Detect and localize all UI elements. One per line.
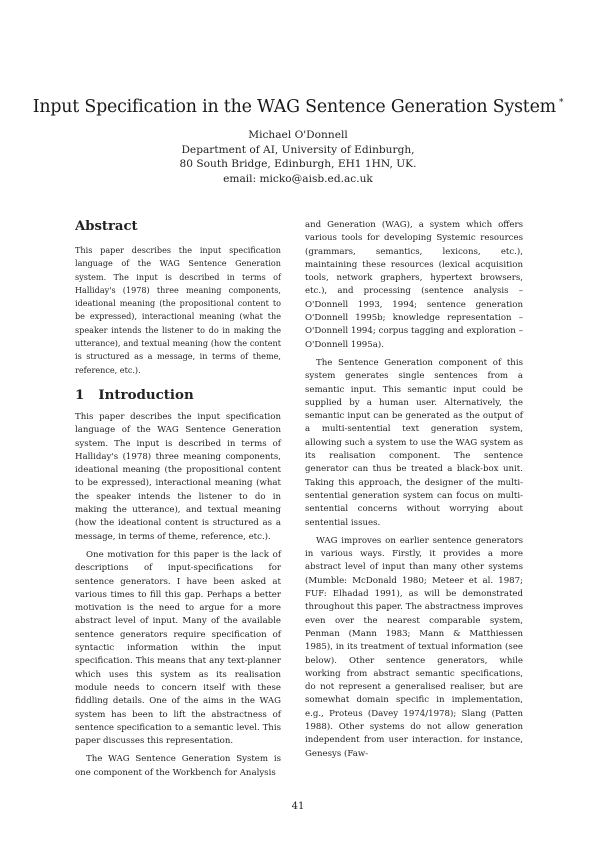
abstract-heading: Abstract	[75, 219, 138, 234]
right-column	[305, 219, 523, 761]
paper-title	[0, 97, 596, 117]
page-number: 41	[291, 801, 305, 812]
author-name: Michael O'Donnell	[248, 129, 348, 141]
section-title: Introduction	[98, 386, 194, 403]
author-block	[0, 128, 596, 186]
section-heading	[75, 387, 281, 404]
abstract-text: This paper describes the input specification language of the WAG Sentence Generation system. The input is described in terms of Halliday's (1978) three meaning components, ideational meaning (the propositional content to be expressed), interactional meaning (what the speaker intends the listener to do in making the utterance), and textual meaning (how the content is structured as a message, in terms of theme, reference, etc.).	[75, 245, 281, 375]
body-paragraph: The Sentence Generation component of this system generates single sentences from a semantic input. This semantic input could be supplied by a human user. Alternatively, the semantic input can be generated as the output of a multi-sentential text generation system, allowing such a system to use the WAG system as its realisation component. The sentence generator can thus be treated a black-box unit. Taking this approach, the designer of the multi-sentential generation system can focus on multi-sentential concerns without worrying about sentential issues.	[305, 357, 523, 528]
body-paragraph: and Generation (WAG), a system which offers various tools for developing Systemic resources (grammars, semantics, lexicons, etc.), maintaining these resources (lexical acquisition tools, network graphers, hypertext browsers, etc.), and processing (sentence analysis – O'Donnell 1993, 1994; sentence generation O'Donnell 1995b; knowledge representation – O'Donnell 1994; corpus tagging and exploration – O'Donnell 1995a).	[305, 220, 523, 350]
section-number: 1	[75, 386, 85, 403]
body-paragraph: The WAG Sentence Generation System is one component of the Workbench for Analysis	[75, 754, 281, 778]
affiliation-line: Department of AI, University of Edinburgh,	[181, 143, 415, 156]
body-paragraph: This paper describes the input specification language of the WAG Sentence Generation system. The input is described in terms of Halliday's (1978) three meaning components, ideational meaning (the propositional content to be expressed), interactional meaning (what the speaker intends the listener to do in making the utterance), and textual meaning (how the ideational content is structured as a message, in terms of theme, reference, etc.).	[75, 411, 281, 542]
author-email: email: micko@aisb.ed.ac.uk	[223, 172, 373, 185]
body-paragraph: One motivation for this paper is the lack of descriptions of input-specifications for sentence generators. I have been asked at various times to fill this gap. Perhaps a better motivation is the need to argue for a more abstract level of input. Many of the available sentence generators require specification of syntactic information within the input specification. This means that any text-planner which uses this system as its realisation module needs to concern itself with these fiddling details. One of the aims in the WAG system has been to lift the abstractness of sentence specification to a semantic level. This paper discusses this representation.	[75, 549, 281, 747]
left-column	[75, 219, 281, 780]
paper-title-text: Input Specification in the WAG Sentence Generation System	[32, 97, 556, 117]
affiliation-line: 80 South Bridge, Edinburgh, EH1 1HN, UK.	[179, 158, 417, 170]
body-paragraph: WAG improves on earlier sentence generators in various ways. Firstly, it provides a more abstract level of input than many other systems (Mumble: McDonald 1980; Meteer et al. 1987; FUF: Elhadad 1991), as will be demonstrated throughout this paper. The abstractness improves even over the nearest comparable system, Penman (Mann 1983; Mann & Matthiessen 1985), in its treatment of textual information (see below). Other sentence generators, while working from abstract semantic specifications, do not represent a generalised realiser, but are somewhat domain specific in implementation, e.g., Proteus (Davey 1974/1978); Slang (Patten 1988). Other systems do not allow generation independent from user interaction. for instance, Genesys (Faw-	[305, 535, 523, 759]
title-footnote-mark: *	[558, 98, 564, 109]
